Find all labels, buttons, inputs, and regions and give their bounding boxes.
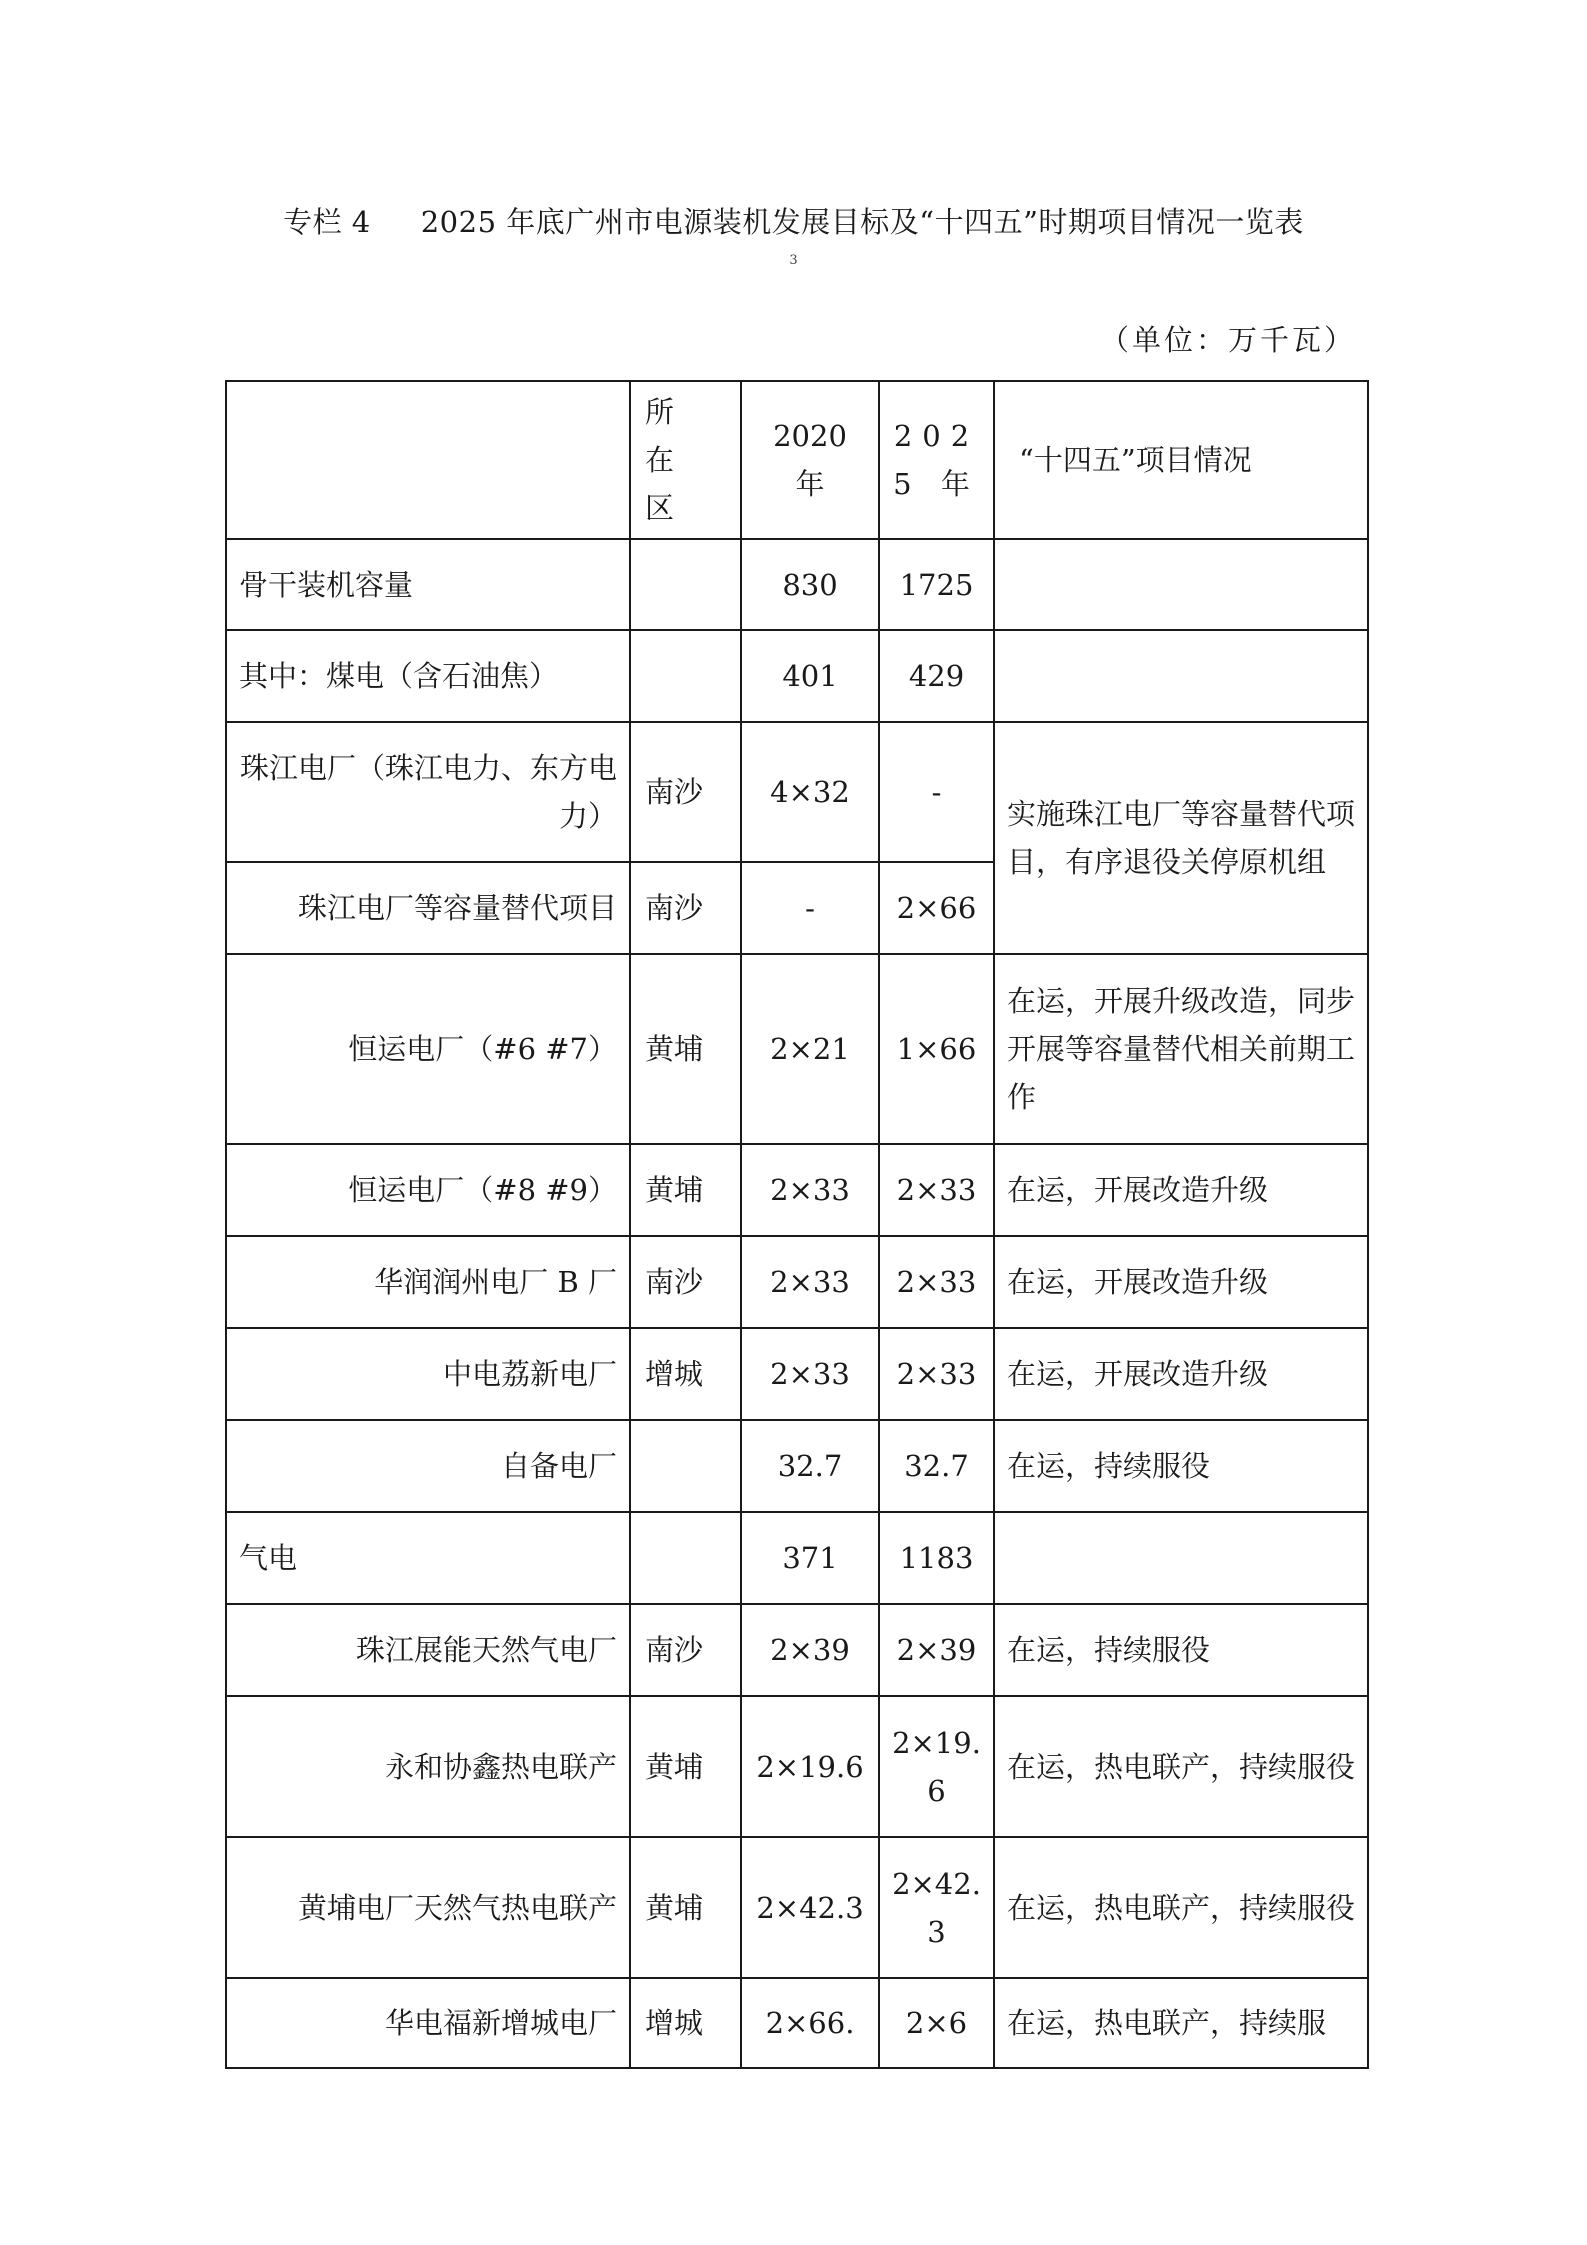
row-2020: 2×33 bbox=[741, 1144, 879, 1236]
header-district: 所 在区 bbox=[630, 381, 741, 539]
header-name bbox=[226, 381, 630, 539]
row-district bbox=[630, 1420, 741, 1512]
row-name: 珠江展能天然气电厂 bbox=[226, 1604, 630, 1696]
row-2020: 401 bbox=[741, 630, 879, 722]
table-title bbox=[0, 200, 1587, 241]
row-district: 南沙 bbox=[630, 1236, 741, 1328]
row-name: 自备电厂 bbox=[226, 1420, 630, 1512]
row-projects: 在运，开展改造升级 bbox=[994, 1144, 1368, 1236]
row-2025: 2×6 bbox=[879, 1978, 994, 2068]
row-2020: 2×39 bbox=[741, 1604, 879, 1696]
row-2025: 2×33 bbox=[879, 1328, 994, 1420]
row-2025: 32.7 bbox=[879, 1420, 994, 1512]
row-name: 黄埔电厂天然气热电联产 bbox=[226, 1837, 630, 1978]
row-name: 珠江电厂等容量替代项目 bbox=[226, 862, 630, 954]
row-projects: 在运，热电联产，持续服 bbox=[994, 1978, 1368, 2068]
row-2020: 2×33 bbox=[741, 1236, 879, 1328]
row-district: 南沙 bbox=[630, 862, 741, 954]
table-row bbox=[226, 1696, 1368, 1837]
row-2020: 2×42.3 bbox=[741, 1837, 879, 1978]
row-2025: 1183 bbox=[879, 1512, 994, 1604]
row-district: 增城 bbox=[630, 1978, 741, 2068]
row-district: 黄埔 bbox=[630, 1837, 741, 1978]
row-2025: 1725 bbox=[879, 539, 994, 630]
row-2020: 2×33 bbox=[741, 1328, 879, 1420]
row-name: 其中：煤电（含石油焦） bbox=[226, 630, 630, 722]
row-2020: 2×21 bbox=[741, 954, 879, 1144]
header-2025: 2025 年 bbox=[879, 381, 994, 539]
table-row bbox=[226, 954, 1368, 1144]
row-2020: 2×66. bbox=[741, 1978, 879, 2068]
row-name: 永和协鑫热电联产 bbox=[226, 1696, 630, 1837]
row-2025: 2×19.6 bbox=[879, 1696, 994, 1837]
table-row bbox=[226, 539, 1368, 630]
row-projects: 在运，开展升级改造，同步开展等容量替代相关前期工作 bbox=[994, 954, 1368, 1144]
table-header-row bbox=[226, 381, 1368, 539]
row-2020: 830 bbox=[741, 539, 879, 630]
table-row bbox=[226, 1236, 1368, 1328]
row-district bbox=[630, 539, 741, 630]
footnote-marker: 3 bbox=[789, 253, 798, 268]
row-2025: 1×66 bbox=[879, 954, 994, 1144]
power-capacity-table bbox=[225, 380, 1369, 2069]
unit-label: （单位：万千瓦） bbox=[1099, 323, 1356, 357]
row-name: 恒运电厂（#8 #9） bbox=[226, 1144, 630, 1236]
table-row bbox=[226, 1144, 1368, 1236]
row-2020: - bbox=[741, 862, 879, 954]
row-name: 气电 bbox=[226, 1512, 630, 1604]
row-district: 南沙 bbox=[630, 1604, 741, 1696]
row-2020: 371 bbox=[741, 1512, 879, 1604]
row-projects: 在运，热电联产，持续服役 bbox=[994, 1837, 1368, 1978]
row-2025: 2×33 bbox=[879, 1144, 994, 1236]
table-row bbox=[226, 630, 1368, 722]
row-2020: 4×32 bbox=[741, 722, 879, 862]
table-row bbox=[226, 1512, 1368, 1604]
row-projects: 在运，持续服役 bbox=[994, 1420, 1368, 1512]
table-row bbox=[226, 1420, 1368, 1512]
row-district: 黄埔 bbox=[630, 954, 741, 1144]
row-2020: 32.7 bbox=[741, 1420, 879, 1512]
row-projects: 在运，开展改造升级 bbox=[994, 1328, 1368, 1420]
row-2025: 2×33 bbox=[879, 1236, 994, 1328]
row-2025: 2×42.3 bbox=[879, 1837, 994, 1978]
table-row bbox=[226, 1328, 1368, 1420]
row-name: 华润润州电厂 B 厂 bbox=[226, 1236, 630, 1328]
row-projects bbox=[994, 539, 1368, 630]
row-name: 骨干装机容量 bbox=[226, 539, 630, 630]
row-projects: 在运，热电联产，持续服役 bbox=[994, 1696, 1368, 1837]
table-row bbox=[226, 1837, 1368, 1978]
row-district: 南沙 bbox=[630, 722, 741, 862]
row-name: 华电福新增城电厂 bbox=[226, 1978, 630, 2068]
row-2020: 2×19.6 bbox=[741, 1696, 879, 1837]
title-text: 2025 年底广州市电源装机发展目标及“十四五”时期项目情况一览表 bbox=[420, 205, 1304, 239]
table-row bbox=[226, 722, 1368, 862]
row-2025: 429 bbox=[879, 630, 994, 722]
row-2025: 2×39 bbox=[879, 1604, 994, 1696]
table-row bbox=[226, 1604, 1368, 1696]
header-projects: “十四五”项目情况 bbox=[994, 381, 1368, 539]
row-district bbox=[630, 630, 741, 722]
row-2025: 2×66 bbox=[879, 862, 994, 954]
row-district: 增城 bbox=[630, 1328, 741, 1420]
row-2025: - bbox=[879, 722, 994, 862]
row-name: 恒运电厂（#6 #7） bbox=[226, 954, 630, 1144]
header-2020: 2020 年 bbox=[741, 381, 879, 539]
row-name: 中电荔新电厂 bbox=[226, 1328, 630, 1420]
row-district bbox=[630, 1512, 741, 1604]
row-projects: 在运，开展改造升级 bbox=[994, 1236, 1368, 1328]
column-label: 专栏 4 bbox=[283, 205, 371, 239]
row-projects bbox=[994, 1512, 1368, 1604]
row-projects: 实施珠江电厂等容量替代项目，有序退役关停原机组 bbox=[994, 722, 1368, 954]
row-district: 黄埔 bbox=[630, 1696, 741, 1837]
table-row bbox=[226, 1978, 1368, 2068]
row-name: 珠江电厂（珠江电力、东方电力） bbox=[226, 722, 630, 862]
row-projects bbox=[994, 630, 1368, 722]
row-district: 黄埔 bbox=[630, 1144, 741, 1236]
row-projects: 在运，持续服役 bbox=[994, 1604, 1368, 1696]
